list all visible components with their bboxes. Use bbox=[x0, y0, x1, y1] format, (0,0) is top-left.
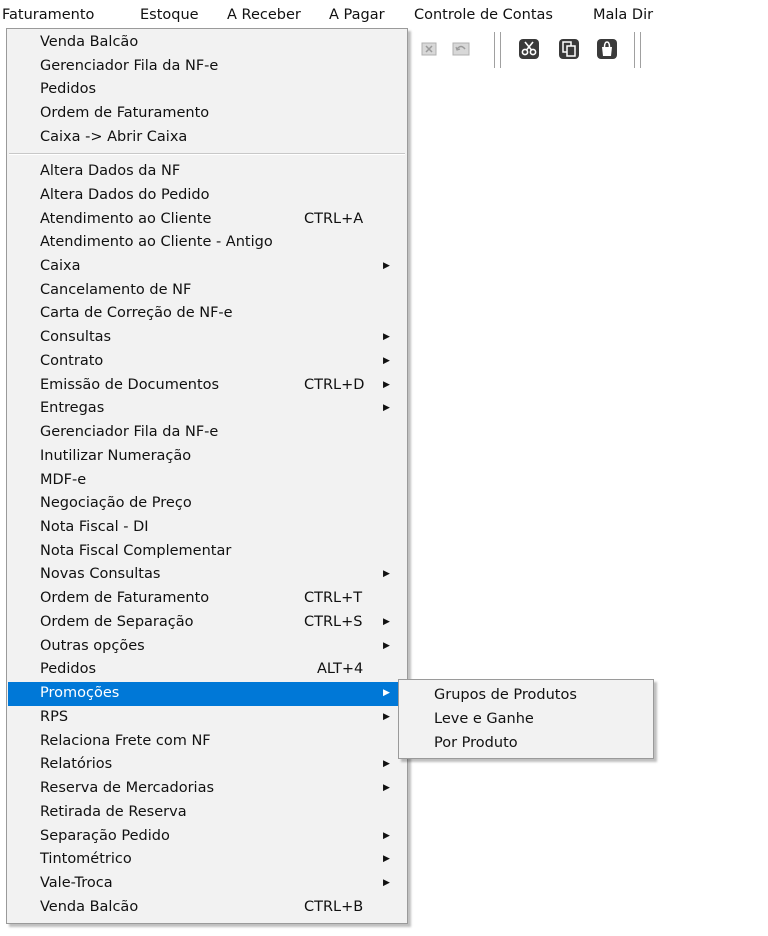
menu-item-label: Entregas bbox=[40, 400, 105, 417]
menu-item-label: Consultas bbox=[40, 329, 112, 346]
menu-item-altera-dados-pedido[interactable] bbox=[7, 184, 407, 208]
menu-mala-direta[interactable]: Mala Dir bbox=[593, 7, 654, 23]
menu-item-label: Cancelamento de NF bbox=[40, 281, 192, 298]
menu-item-label: Carta de Correção de NF-e bbox=[40, 305, 233, 322]
menu-item-label: Separação Pedido bbox=[40, 827, 170, 844]
menu-item-label: Altera Dados do Pedido bbox=[40, 186, 210, 203]
menu-item-label: RPS bbox=[40, 708, 69, 725]
submenu-arrow-icon: ▶ bbox=[383, 379, 390, 390]
menu-item-label: Vale-Troca bbox=[40, 875, 113, 891]
menu-controle-de-contas[interactable]: Controle de Contas bbox=[414, 7, 553, 23]
menu-item-label: Reserva de Mercadorias bbox=[40, 780, 215, 796]
menu-item-label: Inutilizar Numeração bbox=[40, 447, 192, 464]
menu-item-label: Relatórios bbox=[40, 756, 113, 773]
menu-item-mdf-e[interactable] bbox=[7, 469, 407, 493]
submenu-arrow-icon: ▶ bbox=[383, 403, 390, 414]
menu-item-label: Caixa -> Abrir Caixa bbox=[40, 128, 188, 145]
submenu-item-por-produto[interactable]: Por Produto bbox=[434, 735, 518, 751]
menu-item-label: Caixa bbox=[40, 257, 81, 274]
menu-item-label: Contrato bbox=[40, 352, 104, 369]
menu-item-cancelamento-nf[interactable] bbox=[7, 279, 407, 303]
menu-estoque[interactable]: Estoque bbox=[140, 7, 199, 23]
menu-item-venda-balcao[interactable] bbox=[7, 896, 407, 920]
submenu-arrow-icon: ▶ bbox=[383, 569, 390, 580]
menu-item-shortcut: CTRL+S bbox=[304, 613, 363, 630]
menu-item-label: Atendimento ao Cliente - Antigo bbox=[40, 234, 273, 251]
menu-item-shortcut: CTRL+A bbox=[304, 210, 364, 227]
promocoes-submenu bbox=[398, 679, 654, 759]
menu-item-shortcut: CTRL+D bbox=[304, 376, 365, 393]
menu-item-venda-balcao-top[interactable] bbox=[7, 31, 407, 55]
bag-icon[interactable] bbox=[594, 36, 620, 62]
menu-item-label: Relaciona Frete com NF bbox=[40, 732, 211, 749]
menu-item-negociacao-preco[interactable] bbox=[7, 492, 407, 516]
submenu-arrow-icon: ▶ bbox=[383, 830, 390, 841]
menu-item-label: Pedidos bbox=[40, 81, 97, 98]
disabled-x-icon bbox=[416, 36, 442, 62]
menu-item-vale-troca[interactable] bbox=[7, 872, 407, 896]
menu-item-ordem-faturamento-top[interactable] bbox=[7, 102, 407, 126]
menu-item-ordem-faturamento[interactable] bbox=[7, 587, 407, 611]
menu-item-rps[interactable] bbox=[7, 706, 407, 730]
menu-item-contrato[interactable] bbox=[7, 350, 407, 374]
menu-item-gerenciador-fila[interactable] bbox=[7, 421, 407, 445]
menu-item-pedidos-top[interactable] bbox=[7, 78, 407, 102]
menu-item-label: Gerenciador Fila da NF-e bbox=[40, 57, 219, 74]
submenu-arrow-icon: ▶ bbox=[383, 688, 390, 699]
menu-item-outras-opcoes[interactable] bbox=[7, 635, 407, 659]
menu-a-pagar[interactable]: A Pagar bbox=[329, 7, 385, 23]
menu-item-promocoes[interactable] bbox=[8, 682, 406, 706]
menu-item-label: Gerenciador Fila da NF-e bbox=[40, 424, 219, 441]
menu-item-label: Promoções bbox=[40, 685, 120, 702]
submenu-arrow-icon: ▶ bbox=[383, 355, 390, 366]
submenu-arrow-icon: ▶ bbox=[383, 640, 390, 651]
toolbar-separator bbox=[494, 32, 498, 68]
menu-item-separacao-pedido[interactable] bbox=[7, 825, 407, 849]
submenu-arrow-icon: ▶ bbox=[383, 616, 390, 627]
menu-item-label: Venda Balcão bbox=[40, 34, 139, 50]
menu-item-pedidos[interactable] bbox=[7, 658, 407, 682]
menu-item-label: Ordem de Faturamento bbox=[40, 590, 210, 607]
menu-item-label: Altera Dados da NF bbox=[40, 163, 181, 179]
menu-item-consultas[interactable] bbox=[7, 326, 407, 350]
menu-item-tintometrico[interactable] bbox=[7, 848, 407, 872]
menu-item-relatorios[interactable] bbox=[7, 753, 407, 777]
submenu-item-leve-e-ganhe[interactable]: Leve e Ganhe bbox=[434, 711, 534, 727]
menu-item-label: Atendimento ao Cliente bbox=[40, 210, 212, 227]
submenu-item-grupos-produtos[interactable]: Grupos de Produtos bbox=[434, 687, 577, 703]
menu-item-altera-dados-nf[interactable] bbox=[7, 160, 407, 184]
menu-item-label: Negociação de Preço bbox=[40, 495, 192, 512]
menu-item-gerenciador-fila-top[interactable] bbox=[7, 55, 407, 79]
menu-item-label: MDF-e bbox=[40, 471, 87, 488]
scissors-icon[interactable] bbox=[516, 36, 542, 62]
menu-item-label: Outras opções bbox=[40, 637, 145, 654]
menu-item-label: Novas Consultas bbox=[40, 566, 161, 583]
menu-item-shortcut: ALT+4 bbox=[317, 661, 364, 678]
menu-item-label: Ordem de Faturamento bbox=[40, 105, 210, 122]
toolbar-separator bbox=[500, 32, 504, 68]
menu-separator bbox=[9, 153, 405, 155]
toolbar bbox=[408, 30, 768, 72]
submenu-arrow-icon: ▶ bbox=[383, 878, 390, 888]
menu-item-shortcut: CTRL+B bbox=[304, 898, 364, 915]
menu-item-label: Tintométrico bbox=[40, 851, 132, 868]
menu-item-atendimento-cliente-antigo[interactable] bbox=[7, 231, 407, 255]
submenu-arrow-icon: ▶ bbox=[383, 759, 390, 770]
menu-item-shortcut: CTRL+T bbox=[304, 590, 363, 607]
menu-item-entregas[interactable] bbox=[7, 397, 407, 421]
menu-item-label: Nota Fiscal - DI bbox=[40, 519, 149, 535]
submenu-arrow-icon: ▶ bbox=[383, 711, 390, 722]
menu-item-retirada-reserva[interactable] bbox=[7, 801, 407, 825]
menu-item-label: Nota Fiscal Complementar bbox=[40, 542, 232, 559]
toolbar-separator bbox=[640, 32, 644, 68]
disabled-undo-icon bbox=[448, 36, 474, 62]
menu-item-emissao-documentos[interactable] bbox=[7, 374, 407, 398]
menu-item-label: Retirada de Reserva bbox=[40, 803, 187, 820]
menu-item-atendimento-cliente[interactable] bbox=[7, 208, 407, 232]
menu-item-label: Ordem de Separação bbox=[40, 613, 194, 630]
menu-item-label: Venda Balcão bbox=[40, 898, 139, 915]
menu-item-label: Pedidos bbox=[40, 661, 97, 678]
menu-item-inutilizar-numeracao[interactable] bbox=[7, 445, 407, 469]
menu-item-novas-consultas[interactable] bbox=[7, 563, 407, 587]
submenu-arrow-icon: ▶ bbox=[383, 783, 390, 793]
submenu-arrow-icon: ▶ bbox=[383, 260, 390, 271]
menu-item-label: Emissão de Documentos bbox=[40, 376, 220, 393]
copy-icon[interactable] bbox=[556, 36, 582, 62]
menu-item-nota-fiscal-complementar[interactable] bbox=[7, 540, 407, 564]
menu-item-ordem-separacao[interactable] bbox=[7, 611, 407, 635]
menu-item-abrir-caixa[interactable] bbox=[7, 126, 407, 150]
menu-item-relaciona-frete[interactable] bbox=[7, 730, 407, 754]
submenu-arrow-icon: ▶ bbox=[383, 332, 390, 343]
faturamento-dropdown-menu bbox=[6, 28, 408, 924]
menu-item-carta-correcao[interactable] bbox=[7, 302, 407, 326]
menu-bar bbox=[0, 0, 768, 30]
submenu-arrow-icon: ▶ bbox=[383, 854, 390, 865]
menu-faturamento[interactable]: Faturamento bbox=[2, 7, 95, 23]
menu-a-receber[interactable]: A Receber bbox=[227, 7, 301, 23]
menu-item-reserva-mercadorias[interactable] bbox=[7, 777, 407, 801]
menu-item-nota-fiscal-di[interactable] bbox=[7, 516, 407, 540]
menu-item-caixa[interactable] bbox=[7, 255, 407, 279]
toolbar-separator bbox=[634, 32, 638, 68]
